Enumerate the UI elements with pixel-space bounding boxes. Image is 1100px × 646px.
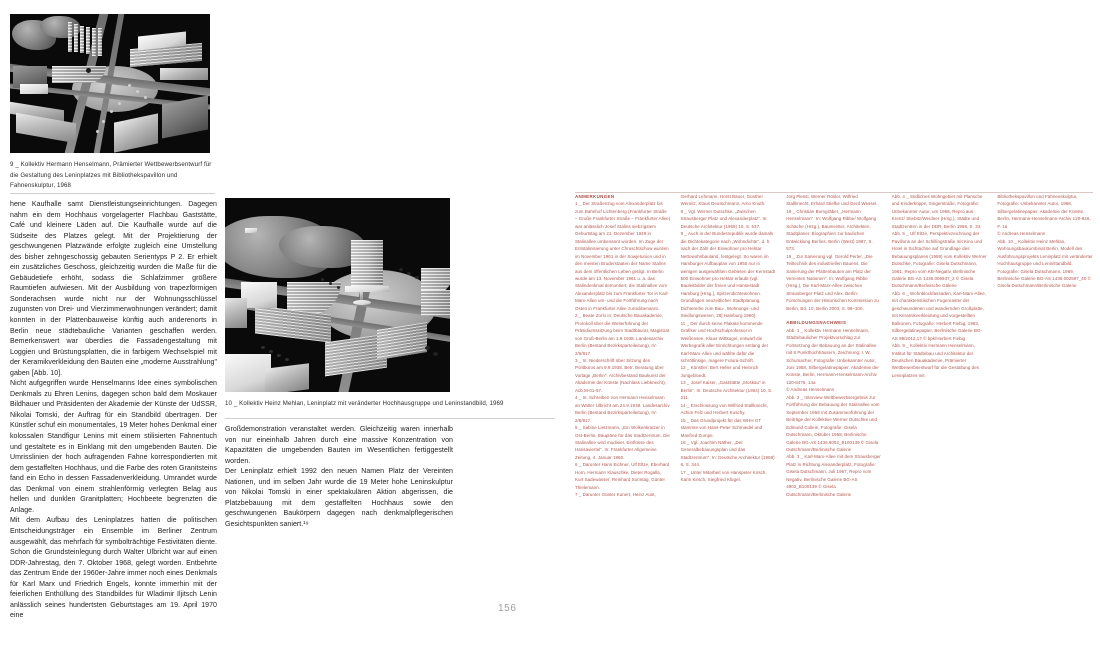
note-item: 17 _ Unter Mitarbeit von Hanspeter Kirsch, Karin Kirsch, Siegfried Klügel,: [680, 469, 767, 483]
note-item: 6 _ Darunter Hans Eichner, Ulf Eltze, Eberhard Horn, Hermann Klauschke, Dieter Rogalla, Kurt Sadewasser, Reinhard Sonntag, Günter Thielemann.: [575, 462, 670, 490]
body-paragraph-2: Nicht aufgegriffen wurde Henselmanns Idee eines symbolischen Denkmals zu Ehren Lenins, dagegen schon bald dem Moskauer Bildhauer und Präsidenten der Akademie der Künste der UdSSR, Nikolai Tomski, der Auftrag für ein Standbild übertragen. Der Künstler schuf ein monumentales, 19 Meter hohes Denkmal einer kolossalen Standfigur Lenins mit einem stilisierten Fahnentuch und gestaltete es in Einklang mit den umgebenden Bauten. Die Umrisslinien der hoch aufragenden Fahne korrespondierten mit dem gestaffelten Hochhaus, und die Farbe des roten Granitsteins fand ein Echo in dessen Fassadenverkleidung. Umrandet wurde das Denkmal von einem strahlenförmig verlegten Belag aus hellen und dunklen Granitplatten; Hochbeete begrenzten die Anlage.: [10, 380, 217, 514]
body-text-column-middle: [225, 425, 453, 530]
figure-10-image: [225, 198, 450, 392]
note-item: Abb. 5 _ Ulf Eltze, Perspektivzeichnung der Pavillons an der Schillingstraße mit Kino und Hotel in Sichtachse auf Grundlage des Bebauungsplanes (1959) vom Kollektiv Werner Dutschke, Fotografie: Gisela Dutschmann, 1961, Repro vom KB-Negativ, Berlinische Galerie BG-AS 1436.006937_2 © Gisela Dutschmann/Berlinische Galerie: [891, 231, 987, 289]
note-item: 19 _ Zur Sanierung vgl. Gerold Perler, „Die Teiltechnik des industriellen Bauens. Die Sanierung der Plattenbauten am Platz der Vereinten Nationen". In: Wolfgang Ribbe (Hrsg.), Die Karl-Marx-Allee zwischen Strausberger Platz und Alex. Berlin-Forschungen der Historischen Kommission zu Berlin, Bd. 10, Berlin 2003, S. 96–100.: [786, 253, 879, 311]
note-item: 11 _ Der durch seine Plakate kommende Grafiker und Hochschulprofessor in Weißensee, Klaus Wittkugel, entwarf die Werbegrafik aller Einrichtungen entlang der Karl-Marx-Allee und wählte dafür die schrötlinsige, magere Futura-Schrift.: [680, 320, 769, 363]
note-item: 9 _ Auch in der Bundesrepublik wurde damals die Dichtekategorie nach „Wohndichte", d. h. nach der Zahl der Einwohner pro Hektar Nettowohnbauland, festgelegt. So waren im Hamburger Aufbauplan von 1950 nur in wenigen ausgewählten Gebieten der Kernstadt 500 Einwohner pro Hektar erlaubt (vgl. Bauleitbilder der freien und Hansestadt Hamburg [Hrsg.], Spitzendichtewohnen. Grundlagen neuzeitlicher Stadtplanung, Dichtereihe zum Bau-, Wohnungs- und Siedlungswesen, 28] Hamburg 1960).: [680, 231, 776, 319]
note-item: Abb. 9 _ Kollektiv Hermann Henselmann, Institut für Städtebau und Architektur der Deutschen Bauakademie, Prämierter Wettbewerbsentwurf für die Gestaltung des Leninplatzes mit: [891, 343, 979, 378]
note-item: © Andreas Henselmann: [997, 231, 1046, 237]
note-item: Abb. 2 _ Interview Wettbewerbsergebnis zur Fortführung der Bebauung der Stalinallee vom September 1958 mit Zusammenführung der Beiträge der Kollektive Werner Dutschke und Edmund Collein, Fotografie: Gisela Dutschmann, Oktober 1958, Berlinische Galerie BG-AS 1436.6002_B100139 © Gisela Dutschmann/Berlinische Galerie: [786, 394, 880, 452]
figure-10-caption-rule: [225, 418, 555, 419]
note-item: Abb. 10 _ Kollektiv Heinz Mehlan, Wohnungsbaukombinat Berlin, Modell des Ausführungsprojekts Leninplatz mit veränderter Hochhausgruppe und Leninstandbild, Fotografie: Gisela Dutschmann, 1969, Berlinische Galerie BG-AS 1436.002597_40 © Gisela Dutschmann/Berlinische Galerie: [997, 238, 1093, 289]
notes-column-4: [892, 193, 988, 623]
notes-apparatus: [575, 193, 1093, 623]
figure-9-caption: 9 _ Kollektiv Hermann Henselmann, Prämierter Wettbewerbsentwurf für die Gestaltung des Leninplatzes mit Bibliothekspavillon und Fahnenskulptur, 1968: [10, 161, 212, 190]
note-item: 12 _ Künstler: Bert Heller und Heinrich Jungebloedt.: [680, 365, 759, 378]
architectural-model-render-9: [10, 14, 210, 153]
note-item: Gerhard Lehmann, Horst Bauer, Günther Wernitz, Klaus Deutschmann, Arno Knuth.: [680, 194, 766, 207]
notes-heading-anmerkungen: ANMERKUNGEN: [575, 194, 615, 199]
note-item: 1 _ Der Straßenzug vom Alexanderplatz bis zum Bahnhof Lichtenberg (Frankfurter Straße – Große Frankfurter Straße – Frankfurter Allee) war anlässlich Josef Stalins siebzigstem Geburtstag am 21. Dezember 1949 in Stalinallee umbenannt worden. Im Zuge der Entstalinisierung unter Chruschtschow wurden im November 1961 in der Sowjetunion und in den meisten Bruderstaaten der Name Stalins aus dem öffentlichen Leben getilgt. In Berlin wurde am 13. November 1961 u. a. das Stalindenkmal demontiert, die Stalinallee vom Alexanderplatz bis zum Frankfurter Tor in Karl-Marx-Allee um- und die Fortführung nach Osten in Frankfurter Allee zurückbenannt.: [575, 201, 671, 311]
note-item: Jörg Plessl, Werner Rösler, Wilfried Stallknecht, Erhard Stiefke und Gerd Wessel.: [786, 194, 878, 207]
note-item: 13 _ Josef Kaiser, „Gaststätte „Moskau" in Berlin". In: Deutsche Architektur (1964) 10, S. 211.: [680, 380, 773, 401]
note-item: Bibliothekspavillon und Fahnenskulptur, Fotografie: Unbekannter Autor, 1968, Silbergelatinepapier, Akademie der Künste, Berlin, Hermann-Henselmann-Archiv 120-846, F. 1a: [997, 194, 1091, 229]
body-text-column-left: [10, 200, 217, 622]
note-item: Abb. 1 _ Kollektiv Hermann Henselmann, Städtebaulicher Projektvorschlag zur Fortsetzung der Bebauung an der Stalinallee mit 8 Punkthochhäusern, Zeichnung: I. W. Schumacher, Fotografie: Unbekannter Autor, Juni 1958, Silbergelatinepapier, Akademie der Künste, Berlin, Hermann-Henselmann-Archiv 120-8476, 14a: [786, 327, 879, 385]
body-paragraph-4: Großdemonstration veranstaltet werden. Gleichzeitig waren innerhalb von nur eineinhalb Jahren durch eine massive Konzentration von Kapazitäten die umgebenden Bauten im Wesentlichen fertiggestellt worden.: [225, 426, 453, 465]
note-item: 7 _ Darunter Günter Kunert, Heinz Aust,: [575, 492, 656, 498]
notes-heading-abbildungsnachweis: ABBILDUNGSNACHWEIS: [786, 320, 847, 326]
note-item: Abb. 3 _ Karl-Marx-Allee mit dem Strausberger Platz in Richtung Alexanderplatz, Fotografie: Gisela Dutschmann, Juli 1967, Repro vom Negativ, Berlinische Galerie BG-AS 4902_B100139 © Gisela Dutschmann/Berlinische Galerie: [786, 454, 881, 497]
note-item: 3 _ In: Niederschrift über Sitzung des Politbüros am 9.9.1938. Betr. Beratung über Vorlage „Berlin". Archivbestand Baukunst der Akademie der Künste (Nachlass Liebknecht), Acb.M-01-57.: [575, 357, 667, 393]
note-item: Abb. 6 _ Wohnblockfassaden, Karl-Marx-Allee, mit charakteristischen Fugenraster der geschwundenen und wandernden Großplatte, mit Keramikverkleidung und vorgestellten Balkonen, Fotografie: Herbert Fiebig, 1963, Silbergelatinepapier, Berlinische Galerie BG-AS 98/2012,17 © bpk/Herbert Fiebig: [891, 290, 987, 341]
note-item: 2 _ Beate Zorlo in: Deutsche Bauakademie, Protokoll über die Weiterführung der Präsidiumssitzung beim Stadtbaurat, Magistrat von Groß-Berlin am 1.9.1938. Landesarchiv Berlin (Bestand Bezirksparteileitung), IV-2/6/817.: [575, 313, 670, 356]
body-paragraph-3: Mit dem Aufbau des Leninplatzes hatten die politischen Entscheidungsträger ein Ensemble im Berliner Zentrum ausgewählt, das mehrfach für symbolträchtige Festivitäten diente. Schon die Grundsteinlegung durch Walter Ulbricht war auf einen DDR-Jahrestag, den 7. Oktober 1968, gelegt worden. Entbehrte das Zentrum Ende der 1960er-Jahre immer noch eines Denkmals für Karl Marx und Friedrich Engels, konnte immerhin mit der feierlichen Enthüllung des Standbildes für Wladimir Iljitsch Lenin anlässlich seines hundertsten Geburtstages am 19. April 1970 eine: [10, 517, 217, 620]
note-item: 15 _ Das Grundprojekt für das WHH GT stammte von Hans-Peter Schmiedel und Manfred Zumpe.: [680, 417, 763, 438]
body-paragraph-5: Der Leninplatz erhielt 1992 den neuen Namen Platz der Vereinten Nationen, und im selben Jahr wurde die 19 Meter hohe Leninskulptur von Nikolai Tomski in einer spektakulären Aktion abgerissen, die Platzbebauung mit dem gestaffelten Hochhaus sowie den geschwungenen Baukörpern dagegen nach denkmalpflegerischen Gesichtspunkten saniert.¹⁹: [225, 468, 453, 528]
figure-9-image: [10, 14, 210, 153]
note-item: 4 _ In: Schreiben von Hermann Henselmann an Walter Ulbricht am 24.9.1938. Landesarchiv Berlin (Bestand Bezirksparteileitung), IV-2/6/817.: [575, 395, 670, 423]
page-number: 156: [498, 603, 517, 614]
notes-column-5: [997, 193, 1093, 623]
note-item: © Andreas Henselmann: [786, 387, 835, 393]
note-item: 16 _ Vgl. Joachim Näther, „Der Generalbebauungsplan und das Stadtzentrum". In: Deutsche Architektur (1968) 6, S. 344.: [680, 439, 775, 468]
figure-9-caption-rule: [10, 193, 215, 194]
note-item: 5 _ Sabine Lietzmann, „Ein Wolkenkratzer in Ost-Berlin. Baupläne für das Stadtzentrum. Die Stalinallee wird modisier. Einflüsse des Hansaviertel". In: Frankfurter Allgemeine Zeitung, 4. Januar 1960.: [575, 425, 670, 460]
note-item: 18 _ Christian Borngräber, „Hermann Henselmann". In: Wolfgang Ribbe/ Wolfgang Schäche (Hrsg.), Baumeister, Architekten, Stadtplaner. Biographien zur baulichen Entwicklung Berlins, Berlin (West) 1987, S. 573.: [786, 208, 877, 252]
figure-10-caption: 10 _ Kollektiv Heinz Mehlan, Leninplatz mit veränderter Hochhausgruppe und Leninstandbild, 1969: [225, 400, 504, 407]
notes-column-3: [786, 193, 882, 623]
body-paragraph-1: hene Kaufhalle samt Dienstleistungseinrichtungen. Dagegen nahm ein dem Hochhaus vorgelagerter Flachbau Gaststätte, Café und kleinere Läden auf. Die Kaufhalle wurde auf die Südseite des Platzes gelegt. Mit der Projektierung der geschwungenen Platzwände erfolgte zugleich eine Umstellung des bisher zehngeschossig gebauten Serientyps P 2. Er erhielt ein zusätzliches Geschoss, gleichzeitig wurden die Maße für die Gebäudetiefe erhöht, sodass die Schlafzimmer größere Raumtiefen aufwiesen. Mit der Ausbildung von trapezförmigen Sonderachsen wurde nicht nur der Wohnungsschlüssel zugunsten von Drei- und Vierzimmerwohnungen verändert; damit konnten in der Plattenbauweise künftig auch anderenorts in Berlin neue städtebauliche Varianten geschaffen werden. Bemerkenswert war überdies die Fassadengestaltung mit Loggien und Brüstungsplatten, die in farbigem Wechselspiel mit der Keramikverkleidung den Bauten eine „moderne Ausstrahlung" gaben [Abb. 10].: [10, 201, 217, 377]
architectural-model-render-10: [225, 198, 450, 392]
notes-column-1: [575, 193, 671, 623]
note-item: 14 _ Erschlossung von Wilfried Stallknecht, Achim Felz und Herbert Kuschy.: [680, 402, 768, 416]
notes-column-2: [681, 193, 777, 623]
note-item: Abb. 4 _ Südliches Wohngebiet mit Plansche und Kinderkrippe, Singerstraße, Fotografie: Unbekannter Autor, um 1968, Repro aus: Krenz/ Stiebitz/Weidner (Hrsg.), Städte und Stadtzentren in der DDR, Berlin 1968, S. 33.: [891, 194, 983, 229]
note-item: 8 _ Vgl. Werner Dutschke, „Zwischen Strausberger Platz und Alexanderplatz". In: Deutsche Architektur (1959) 10, S. 537.: [680, 208, 768, 229]
